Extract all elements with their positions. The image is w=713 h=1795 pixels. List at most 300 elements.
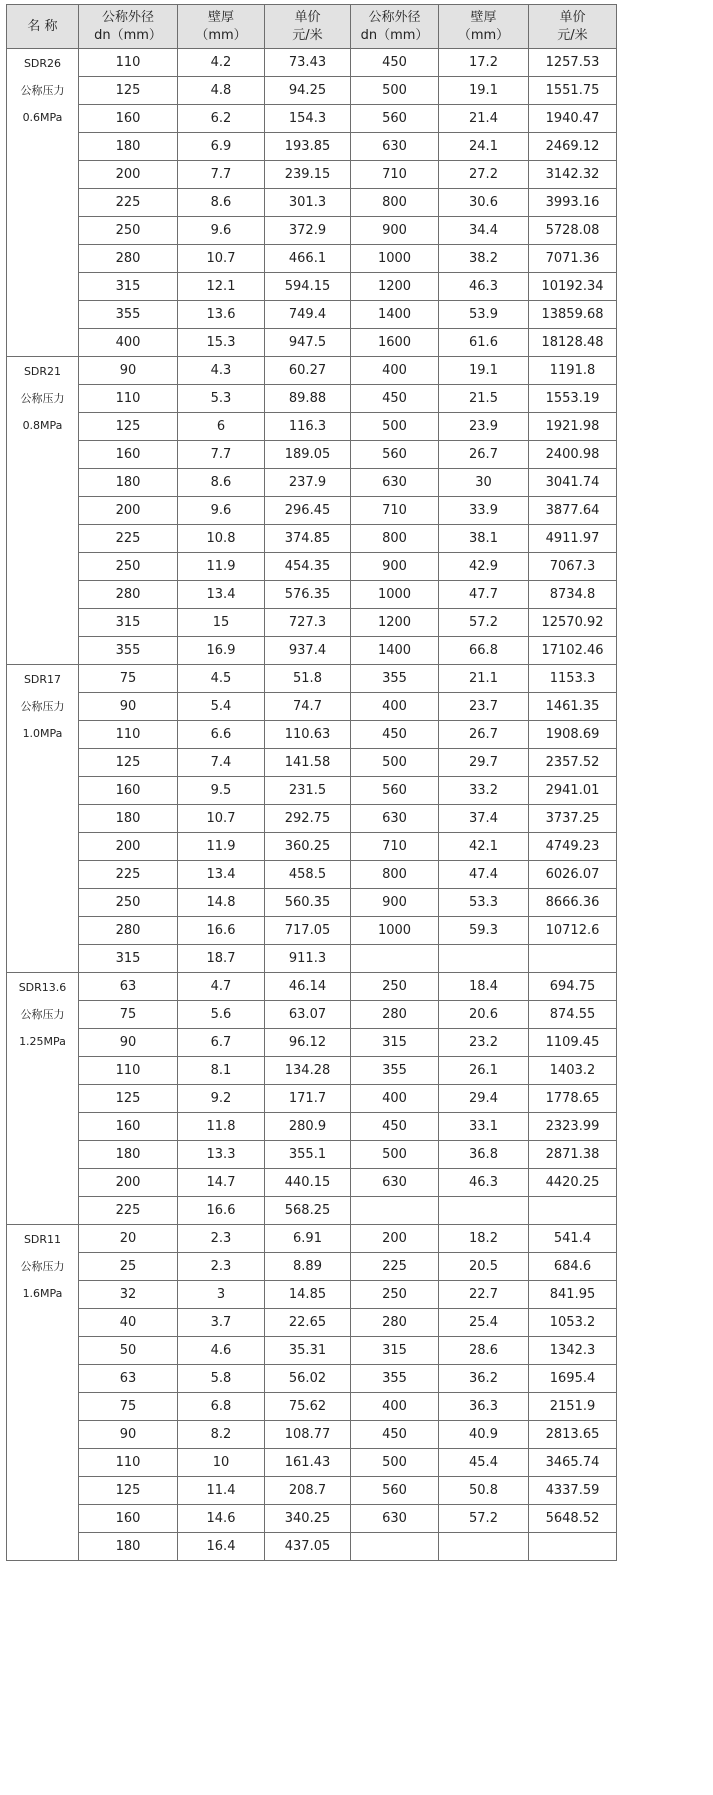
outer-diameter-cell <box>351 1533 439 1561</box>
unit-price-cell: 239.15 <box>265 161 351 189</box>
outer-diameter-cell: 200 <box>79 1169 178 1197</box>
wall-thickness-cell: 29.7 <box>439 749 529 777</box>
unit-price-cell: 2469.12 <box>529 133 617 161</box>
unit-price-cell: 296.45 <box>265 497 351 525</box>
table-row <box>7 917 617 945</box>
wall-thickness-cell: 6.6 <box>178 721 265 749</box>
unit-price-cell: 7067.3 <box>529 553 617 581</box>
wall-thickness-cell: 42.1 <box>439 833 529 861</box>
table-row <box>7 1141 617 1169</box>
header-wall-thickness-right: 壁厚 （mm） <box>439 5 529 49</box>
outer-diameter-cell: 450 <box>351 721 439 749</box>
wall-thickness-cell: 2.3 <box>178 1253 265 1281</box>
wall-thickness-cell: 4.5 <box>178 665 265 693</box>
unit-price-cell: 1257.53 <box>529 49 617 77</box>
wall-thickness-cell: 6.8 <box>178 1393 265 1421</box>
unit-price-cell: 4337.59 <box>529 1477 617 1505</box>
wall-thickness-cell: 13.4 <box>178 581 265 609</box>
table-row <box>7 161 617 189</box>
table-row <box>7 1505 617 1533</box>
unit-price-cell: 5728.08 <box>529 217 617 245</box>
outer-diameter-cell: 125 <box>79 749 178 777</box>
wall-thickness-cell: 6.7 <box>178 1029 265 1057</box>
wall-thickness-cell: 37.4 <box>439 805 529 833</box>
outer-diameter-cell: 1000 <box>351 581 439 609</box>
header-wall-thickness-left: 壁厚 （mm） <box>178 5 265 49</box>
outer-diameter-cell: 900 <box>351 217 439 245</box>
unit-price-cell: 541.4 <box>529 1225 617 1253</box>
outer-diameter-cell: 900 <box>351 553 439 581</box>
outer-diameter-cell: 400 <box>79 329 178 357</box>
outer-diameter-cell: 900 <box>351 889 439 917</box>
wall-thickness-cell: 24.1 <box>439 133 529 161</box>
outer-diameter-cell: 180 <box>79 805 178 833</box>
outer-diameter-cell: 1400 <box>351 301 439 329</box>
unit-price-cell: 108.77 <box>265 1421 351 1449</box>
table-row <box>7 357 617 385</box>
outer-diameter-cell: 315 <box>79 945 178 973</box>
table-body <box>7 49 617 1561</box>
outer-diameter-cell: 90 <box>79 1421 178 1449</box>
outer-diameter-cell: 710 <box>351 833 439 861</box>
wall-thickness-cell: 34.4 <box>439 217 529 245</box>
unit-price-cell: 4420.25 <box>529 1169 617 1197</box>
unit-price-cell: 2323.99 <box>529 1113 617 1141</box>
wall-thickness-cell: 25.4 <box>439 1309 529 1337</box>
outer-diameter-cell: 180 <box>79 469 178 497</box>
wall-thickness-cell: 10.7 <box>178 805 265 833</box>
wall-thickness-cell: 15.3 <box>178 329 265 357</box>
unit-price-cell: 454.35 <box>265 553 351 581</box>
outer-diameter-cell: 200 <box>79 161 178 189</box>
outer-diameter-cell: 630 <box>351 469 439 497</box>
wall-thickness-cell: 22.7 <box>439 1281 529 1309</box>
wall-thickness-cell: 3 <box>178 1281 265 1309</box>
outer-diameter-cell: 225 <box>351 1253 439 1281</box>
wall-thickness-cell: 9.2 <box>178 1085 265 1113</box>
unit-price-cell: 13859.68 <box>529 301 617 329</box>
wall-thickness-cell: 59.3 <box>439 917 529 945</box>
wall-thickness-cell: 47.7 <box>439 581 529 609</box>
outer-diameter-cell: 450 <box>351 49 439 77</box>
unit-price-cell: 51.8 <box>265 665 351 693</box>
outer-diameter-cell: 355 <box>351 1057 439 1085</box>
outer-diameter-cell: 800 <box>351 189 439 217</box>
unit-price-cell: 110.63 <box>265 721 351 749</box>
wall-thickness-cell: 4.2 <box>178 49 265 77</box>
outer-diameter-cell: 710 <box>351 161 439 189</box>
unit-price-cell: 141.58 <box>265 749 351 777</box>
unit-price-cell: 717.05 <box>265 917 351 945</box>
unit-price-cell: 96.12 <box>265 1029 351 1057</box>
table-row <box>7 385 617 413</box>
unit-price-cell: 1921.98 <box>529 413 617 441</box>
outer-diameter-cell: 1200 <box>351 609 439 637</box>
outer-diameter-cell: 315 <box>351 1337 439 1365</box>
outer-diameter-cell: 630 <box>351 1169 439 1197</box>
unit-price-cell: 46.14 <box>265 973 351 1001</box>
wall-thickness-cell: 42.9 <box>439 553 529 581</box>
unit-price-cell: 937.4 <box>265 637 351 665</box>
unit-price-cell: 684.6 <box>529 1253 617 1281</box>
unit-price-cell: 458.5 <box>265 861 351 889</box>
table-row <box>7 1029 617 1057</box>
outer-diameter-cell: 500 <box>351 413 439 441</box>
group-label <box>7 1225 79 1561</box>
sdr-grade: SDR26 <box>23 57 62 70</box>
outer-diameter-cell: 20 <box>79 1225 178 1253</box>
header-outer-diameter-right: 公称外径 dn（mm） <box>351 5 439 49</box>
outer-diameter-cell: 90 <box>79 1029 178 1057</box>
unit-price-cell: 1053.2 <box>529 1309 617 1337</box>
unit-price-cell: 3993.16 <box>529 189 617 217</box>
outer-diameter-cell: 500 <box>351 77 439 105</box>
unit-price-cell: 154.3 <box>265 105 351 133</box>
unit-price-cell: 22.65 <box>265 1309 351 1337</box>
wall-thickness-cell: 2.3 <box>178 1225 265 1253</box>
sdr-grade: SDR13.6 <box>18 981 67 994</box>
table-row <box>7 637 617 665</box>
outer-diameter-cell: 1200 <box>351 273 439 301</box>
unit-price-cell: 841.95 <box>529 1281 617 1309</box>
table-row <box>7 945 617 973</box>
unit-price-cell: 3465.74 <box>529 1449 617 1477</box>
wall-thickness-cell <box>439 945 529 973</box>
wall-thickness-cell: 16.4 <box>178 1533 265 1561</box>
unit-price-cell: 374.85 <box>265 525 351 553</box>
wall-thickness-cell: 6 <box>178 413 265 441</box>
wall-thickness-cell: 7.4 <box>178 749 265 777</box>
wall-thickness-cell: 10.8 <box>178 525 265 553</box>
unit-price-cell: 8666.36 <box>529 889 617 917</box>
wall-thickness-cell: 50.8 <box>439 1477 529 1505</box>
wall-thickness-cell: 16.6 <box>178 1197 265 1225</box>
wall-thickness-cell: 13.4 <box>178 861 265 889</box>
outer-diameter-cell: 160 <box>79 441 178 469</box>
table-row <box>7 441 617 469</box>
unit-price-cell <box>529 1197 617 1225</box>
unit-price-cell: 576.35 <box>265 581 351 609</box>
table-row <box>7 217 617 245</box>
unit-price-cell: 18128.48 <box>529 329 617 357</box>
unit-price-cell: 75.62 <box>265 1393 351 1421</box>
unit-price-cell: 116.3 <box>265 413 351 441</box>
wall-thickness-cell: 8.1 <box>178 1057 265 1085</box>
table-row <box>7 273 617 301</box>
wall-thickness-cell: 8.2 <box>178 1421 265 1449</box>
unit-price-cell: 89.88 <box>265 385 351 413</box>
outer-diameter-cell: 160 <box>79 105 178 133</box>
sdr-grade: SDR17 <box>23 673 62 686</box>
wall-thickness-cell: 66.8 <box>439 637 529 665</box>
outer-diameter-cell: 225 <box>79 189 178 217</box>
outer-diameter-cell: 75 <box>79 665 178 693</box>
wall-thickness-cell: 16.6 <box>178 917 265 945</box>
wall-thickness-cell: 33.1 <box>439 1113 529 1141</box>
outer-diameter-cell: 315 <box>351 1029 439 1057</box>
table-row <box>7 889 617 917</box>
table-row <box>7 413 617 441</box>
group-label <box>7 49 79 357</box>
outer-diameter-cell: 1000 <box>351 245 439 273</box>
unit-price-cell: 231.5 <box>265 777 351 805</box>
pressure-label: 公称压力 <box>20 84 65 97</box>
unit-price-cell: 2357.52 <box>529 749 617 777</box>
table-row <box>7 1001 617 1029</box>
unit-price-cell: 60.27 <box>265 357 351 385</box>
table-row <box>7 1197 617 1225</box>
wall-thickness-cell: 19.1 <box>439 77 529 105</box>
wall-thickness-cell: 7.7 <box>178 441 265 469</box>
outer-diameter-cell: 32 <box>79 1281 178 1309</box>
table-row <box>7 1169 617 1197</box>
pressure-label: 公称压力 <box>20 1008 65 1021</box>
pressure-value: 1.0MPa <box>22 727 63 740</box>
header-outer-diameter-left: 公称外径 dn（mm） <box>79 5 178 49</box>
unit-price-cell: 440.15 <box>265 1169 351 1197</box>
outer-diameter-cell: 160 <box>79 1113 178 1141</box>
wall-thickness-cell: 21.5 <box>439 385 529 413</box>
table-row <box>7 301 617 329</box>
wall-thickness-cell: 6.9 <box>178 133 265 161</box>
unit-price-cell: 237.9 <box>265 469 351 497</box>
header-unit-price-right: 单价 元/米 <box>529 5 617 49</box>
table-row <box>7 1421 617 1449</box>
unit-price-cell: 2813.65 <box>529 1421 617 1449</box>
outer-diameter-cell: 450 <box>351 1421 439 1449</box>
wall-thickness-cell: 36.2 <box>439 1365 529 1393</box>
wall-thickness-cell: 23.2 <box>439 1029 529 1057</box>
outer-diameter-cell: 125 <box>79 77 178 105</box>
table-row <box>7 1057 617 1085</box>
table-row <box>7 861 617 889</box>
outer-diameter-cell: 200 <box>351 1225 439 1253</box>
table-row <box>7 1449 617 1477</box>
wall-thickness-cell: 36.3 <box>439 1393 529 1421</box>
outer-diameter-cell: 630 <box>351 133 439 161</box>
table-row <box>7 1337 617 1365</box>
pressure-value: 1.25MPa <box>19 1035 66 1048</box>
header-unit-price-left: 单价 元/米 <box>265 5 351 49</box>
unit-price-cell: 35.31 <box>265 1337 351 1365</box>
outer-diameter-cell: 400 <box>351 1393 439 1421</box>
unit-price-cell: 1461.35 <box>529 693 617 721</box>
outer-diameter-cell: 315 <box>79 609 178 637</box>
table-row <box>7 1365 617 1393</box>
unit-price-cell: 1342.3 <box>529 1337 617 1365</box>
unit-price-cell: 301.3 <box>265 189 351 217</box>
wall-thickness-cell: 26.7 <box>439 721 529 749</box>
unit-price-cell: 17102.46 <box>529 637 617 665</box>
table-row <box>7 497 617 525</box>
outer-diameter-cell: 50 <box>79 1337 178 1365</box>
wall-thickness-cell: 13.6 <box>178 301 265 329</box>
unit-price-cell: 6026.07 <box>529 861 617 889</box>
wall-thickness-cell: 12.1 <box>178 273 265 301</box>
unit-price-cell: 280.9 <box>265 1113 351 1141</box>
wall-thickness-cell: 6.2 <box>178 105 265 133</box>
pressure-label: 公称压力 <box>20 1260 65 1273</box>
unit-price-cell: 56.02 <box>265 1365 351 1393</box>
pressure-label: 公称压力 <box>20 700 65 713</box>
outer-diameter-cell: 250 <box>79 553 178 581</box>
outer-diameter-cell: 280 <box>79 245 178 273</box>
outer-diameter-cell: 710 <box>351 497 439 525</box>
unit-price-cell: 1940.47 <box>529 105 617 133</box>
price-table <box>6 4 617 1561</box>
wall-thickness-cell: 28.6 <box>439 1337 529 1365</box>
wall-thickness-cell: 26.1 <box>439 1057 529 1085</box>
outer-diameter-cell: 280 <box>79 581 178 609</box>
outer-diameter-cell: 25 <box>79 1253 178 1281</box>
unit-price-cell: 5648.52 <box>529 1505 617 1533</box>
unit-price-cell: 911.3 <box>265 945 351 973</box>
outer-diameter-cell: 280 <box>79 917 178 945</box>
unit-price-cell: 3142.32 <box>529 161 617 189</box>
table-row <box>7 805 617 833</box>
wall-thickness-cell: 14.8 <box>178 889 265 917</box>
outer-diameter-cell: 280 <box>351 1001 439 1029</box>
outer-diameter-cell: 500 <box>351 749 439 777</box>
outer-diameter-cell: 225 <box>79 525 178 553</box>
unit-price-cell: 63.07 <box>265 1001 351 1029</box>
outer-diameter-cell: 250 <box>79 889 178 917</box>
table-row <box>7 833 617 861</box>
pressure-value: 0.6MPa <box>22 111 63 124</box>
unit-price-cell: 560.35 <box>265 889 351 917</box>
table-row <box>7 1393 617 1421</box>
unit-price-cell: 947.5 <box>265 329 351 357</box>
table-row <box>7 105 617 133</box>
wall-thickness-cell: 14.6 <box>178 1505 265 1533</box>
outer-diameter-cell: 75 <box>79 1393 178 1421</box>
unit-price-cell: 161.43 <box>265 1449 351 1477</box>
wall-thickness-cell <box>439 1197 529 1225</box>
table-row <box>7 1281 617 1309</box>
outer-diameter-cell: 1400 <box>351 637 439 665</box>
wall-thickness-cell: 53.9 <box>439 301 529 329</box>
wall-thickness-cell: 23.7 <box>439 693 529 721</box>
wall-thickness-cell: 18.2 <box>439 1225 529 1253</box>
outer-diameter-cell: 800 <box>351 525 439 553</box>
outer-diameter-cell: 250 <box>351 973 439 1001</box>
outer-diameter-cell: 560 <box>351 105 439 133</box>
unit-price-cell: 437.05 <box>265 1533 351 1561</box>
wall-thickness-cell: 15 <box>178 609 265 637</box>
unit-price-cell: 1553.19 <box>529 385 617 413</box>
wall-thickness-cell: 40.9 <box>439 1421 529 1449</box>
outer-diameter-cell: 355 <box>351 665 439 693</box>
header-row <box>7 5 617 49</box>
wall-thickness-cell: 16.9 <box>178 637 265 665</box>
unit-price-cell: 1403.2 <box>529 1057 617 1085</box>
outer-diameter-cell: 180 <box>79 1533 178 1561</box>
unit-price-cell: 189.05 <box>265 441 351 469</box>
wall-thickness-cell: 9.5 <box>178 777 265 805</box>
wall-thickness-cell: 33.2 <box>439 777 529 805</box>
outer-diameter-cell: 250 <box>79 217 178 245</box>
unit-price-cell: 340.25 <box>265 1505 351 1533</box>
wall-thickness-cell: 19.1 <box>439 357 529 385</box>
outer-diameter-cell: 125 <box>79 413 178 441</box>
wall-thickness-cell: 9.6 <box>178 497 265 525</box>
wall-thickness-cell: 21.1 <box>439 665 529 693</box>
table-row <box>7 749 617 777</box>
outer-diameter-cell: 355 <box>79 637 178 665</box>
unit-price-cell: 12570.92 <box>529 609 617 637</box>
wall-thickness-cell: 38.1 <box>439 525 529 553</box>
unit-price-cell: 208.7 <box>265 1477 351 1505</box>
unit-price-cell: 2151.9 <box>529 1393 617 1421</box>
unit-price-cell: 94.25 <box>265 77 351 105</box>
outer-diameter-cell: 1600 <box>351 329 439 357</box>
wall-thickness-cell: 21.4 <box>439 105 529 133</box>
wall-thickness-cell: 36.8 <box>439 1141 529 1169</box>
wall-thickness-cell: 30.6 <box>439 189 529 217</box>
wall-thickness-cell <box>439 1533 529 1561</box>
wall-thickness-cell: 61.6 <box>439 329 529 357</box>
unit-price-cell: 1191.8 <box>529 357 617 385</box>
table-header <box>7 5 617 49</box>
wall-thickness-cell: 5.6 <box>178 1001 265 1029</box>
outer-diameter-cell: 110 <box>79 385 178 413</box>
unit-price-cell: 134.28 <box>265 1057 351 1085</box>
outer-diameter-cell: 75 <box>79 1001 178 1029</box>
wall-thickness-cell: 57.2 <box>439 609 529 637</box>
table-row <box>7 1477 617 1505</box>
unit-price-cell: 1778.65 <box>529 1085 617 1113</box>
outer-diameter-cell: 560 <box>351 1477 439 1505</box>
unit-price-cell: 2941.01 <box>529 777 617 805</box>
unit-price-cell: 1551.75 <box>529 77 617 105</box>
unit-price-cell: 568.25 <box>265 1197 351 1225</box>
wall-thickness-cell: 27.2 <box>439 161 529 189</box>
outer-diameter-cell: 630 <box>351 805 439 833</box>
unit-price-cell: 694.75 <box>529 973 617 1001</box>
wall-thickness-cell: 5.4 <box>178 693 265 721</box>
wall-thickness-cell: 11.8 <box>178 1113 265 1141</box>
unit-price-cell: 4911.97 <box>529 525 617 553</box>
unit-price-cell: 6.91 <box>265 1225 351 1253</box>
table-row <box>7 609 617 637</box>
outer-diameter-cell: 560 <box>351 777 439 805</box>
wall-thickness-cell: 26.7 <box>439 441 529 469</box>
table-row <box>7 133 617 161</box>
group-label <box>7 973 79 1225</box>
wall-thickness-cell: 8.6 <box>178 469 265 497</box>
outer-diameter-cell: 800 <box>351 861 439 889</box>
wall-thickness-cell: 4.3 <box>178 357 265 385</box>
unit-price-cell: 3737.25 <box>529 805 617 833</box>
unit-price-cell: 1908.69 <box>529 721 617 749</box>
unit-price-cell: 360.25 <box>265 833 351 861</box>
unit-price-cell: 874.55 <box>529 1001 617 1029</box>
unit-price-cell: 73.43 <box>265 49 351 77</box>
table-row <box>7 245 617 273</box>
wall-thickness-cell: 14.7 <box>178 1169 265 1197</box>
outer-diameter-cell: 125 <box>79 1085 178 1113</box>
outer-diameter-cell: 200 <box>79 497 178 525</box>
wall-thickness-cell: 11.9 <box>178 553 265 581</box>
table-row <box>7 665 617 693</box>
unit-price-cell: 2400.98 <box>529 441 617 469</box>
table-row <box>7 581 617 609</box>
wall-thickness-cell: 13.3 <box>178 1141 265 1169</box>
table-row <box>7 721 617 749</box>
outer-diameter-cell: 1000 <box>351 917 439 945</box>
wall-thickness-cell: 5.8 <box>178 1365 265 1393</box>
wall-thickness-cell: 23.9 <box>439 413 529 441</box>
